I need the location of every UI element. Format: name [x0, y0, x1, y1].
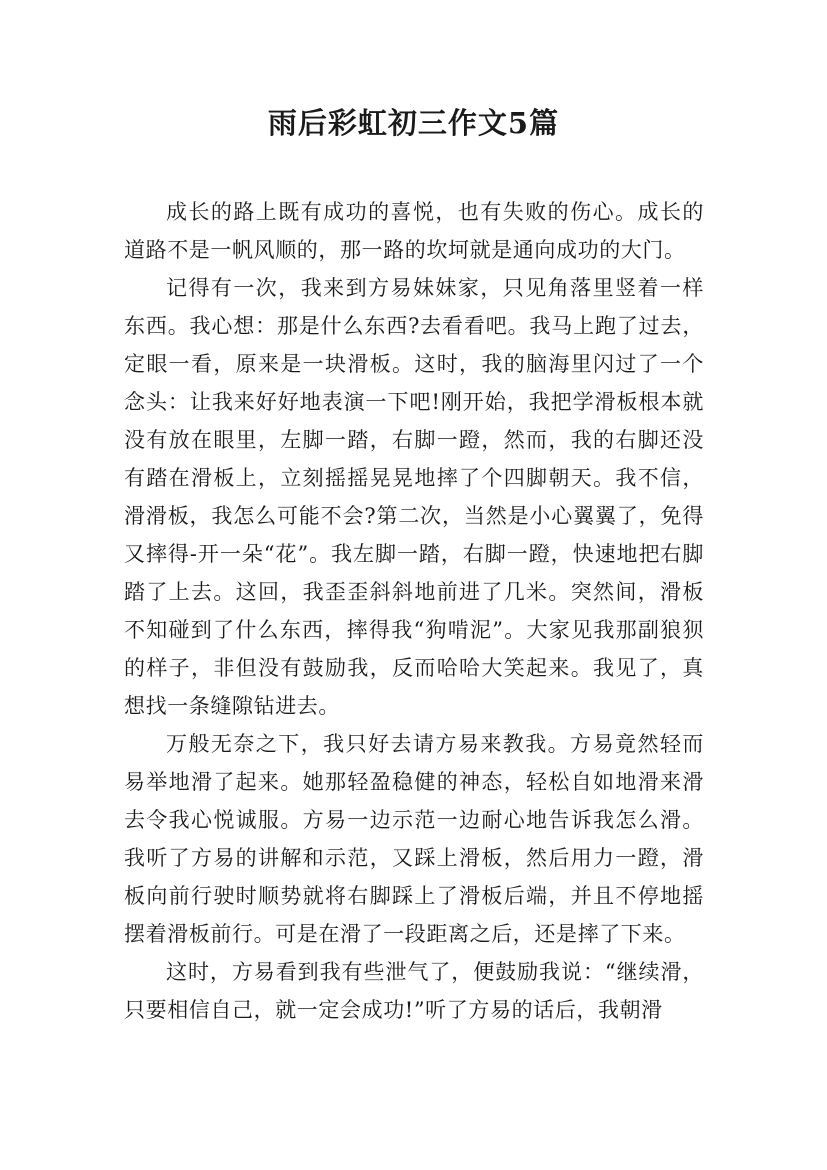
paragraph: 记得有一次，我来到方易妹妹家，只见角落里竖着一样东西。我心想：那是什么东西?去看看吧。我马上跑了过去，定眼一看，原来是一块滑板。这时，我的脑海里闪过了一个念头：让我来好好地表演一下吧!刚开始，我把学滑板根本就没有放在眼里，左脚一踏，右脚一蹬，然而，我的右脚还没有踏在滑板上，立刻摇摇晃晃地摔了个四脚朝天。我不信，滑滑板，我怎么可能不会?第二次，当然是小心翼翼了，免得又摔得-开一朵“花”。我左脚一踏，右脚一蹬，快速地把右脚踏了上去。这回，我歪歪斜斜地前进了几米。突然间，滑板不知碰到了什么东西，摔得我“狗啃泥”。大家见我那副狼狈的样子，非但没有鼓励我，反而哈哈大笑起来。我见了，真想找一条缝隙钻进去。 [124, 276, 704, 718]
paragraph: 成长的路上既有成功的喜悦，也有失败的伤心。成长的道路不是一帆风顺的，那一路的坎坷就是通向成功的大门。 [124, 200, 704, 262]
document-body [124, 193, 704, 1029]
paragraph: 万般无奈之下，我只好去请方易来教我。方易竟然轻而易举地滑了起来。她那轻盈稳健的神态，轻松自如地滑来滑去令我心悦诚服。方易一边示范一边耐心地告诉我怎么滑。我听了方易的讲解和示范，又踩上滑板，然后用力一蹬，滑板向前行驶时顺势就将右脚踩上了滑板后端，并且不停地摇摆着滑板前行。可是在滑了一段距离之后，还是摔了下来。 [124, 732, 704, 946]
document-title: 雨后彩虹初三作文5篇 [267, 106, 560, 140]
paragraph: 这时，方易看到我有些泄气了，便鼓励我说：“继续滑，只要相信自己，就一定会成功!”听了方易的话后，我朝滑 [124, 960, 704, 1022]
